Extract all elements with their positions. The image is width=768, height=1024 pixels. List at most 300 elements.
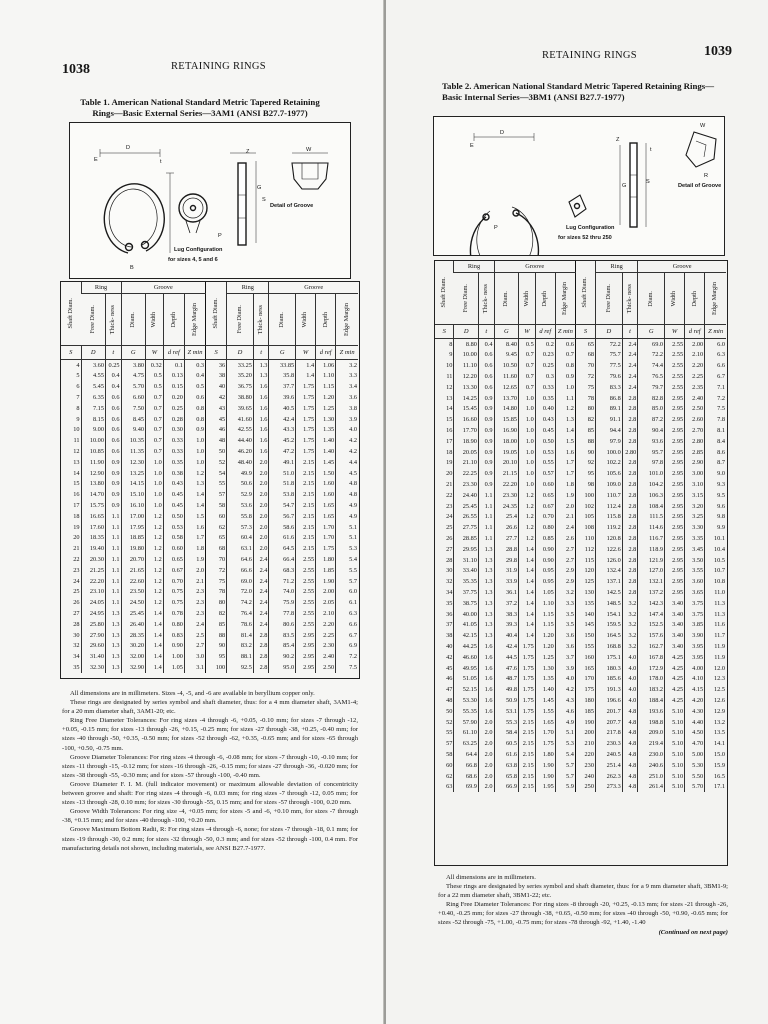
table-cell: 3.45 — [685, 544, 705, 555]
table-cell: 4.0 — [336, 425, 358, 436]
page-number: 1039 — [704, 44, 732, 59]
table-cell: 92.5 — [227, 662, 254, 673]
table-cell: 41.05 — [454, 620, 479, 631]
table-cell: 2.0 — [253, 457, 269, 468]
table-cell: 1.60 — [316, 489, 336, 500]
table-cell: 11.60 — [494, 371, 519, 382]
table-cell: 43 — [206, 403, 227, 414]
table-cell: 5.10 — [665, 771, 685, 782]
table-cell: 61.6 — [494, 749, 519, 760]
table-cell: 130 — [575, 587, 595, 598]
table-cell: 2.8 — [622, 425, 638, 436]
table-row — [435, 771, 726, 782]
table-cell: 2.9 — [555, 566, 575, 577]
table-cell: 19 — [446, 459, 453, 467]
table-cell: 2.8 — [622, 587, 638, 598]
table-cell: 0.6 — [478, 382, 494, 393]
table-cell: 1.0 — [146, 500, 164, 511]
table-cell: 95 — [206, 651, 227, 662]
table-cell: 2.1 — [184, 576, 205, 587]
table-cell: 4.9 — [336, 511, 358, 522]
table-cell: 1.75 — [296, 425, 316, 436]
table-cell: 5.50 — [685, 771, 705, 782]
table-cell: 5.45 — [81, 381, 105, 392]
table-cell: 0.9 — [478, 404, 494, 415]
table-cell: 9.5 — [705, 490, 726, 501]
table-cell: 2.95 — [665, 393, 685, 404]
table-row — [435, 393, 726, 404]
table-cell: 2.95 — [665, 414, 685, 425]
table-cell: 4.4 — [336, 457, 358, 468]
table-cell: 1.4 — [519, 555, 536, 566]
table-cell: 8.7 — [705, 458, 726, 469]
table-cell: 77.5 — [595, 360, 622, 371]
table-cell: 2.95 — [296, 662, 316, 673]
table-cell: 168.8 — [595, 641, 622, 652]
table-cell: 23.30 — [454, 479, 479, 490]
symbol-t: t — [105, 345, 121, 359]
table-cell: 2.15 — [519, 781, 536, 792]
symbol-dref: d ref — [535, 324, 555, 338]
figure-label-S: S — [262, 197, 266, 203]
table-cell: 82 — [206, 608, 227, 619]
table-cell: 183.2 — [638, 684, 665, 695]
table-cell: 2.95 — [665, 479, 685, 490]
table-cell: 54 — [206, 468, 227, 479]
table-cell: 240.6 — [638, 760, 665, 771]
header-thickness: Thick- ness — [105, 293, 121, 345]
table-cell: 3.6 — [336, 392, 358, 403]
table-cell: 8 — [76, 404, 80, 412]
table-cell: 1.6 — [253, 425, 269, 436]
figure-label-G: G — [257, 185, 262, 191]
table-cell: 1.9 — [184, 554, 205, 565]
table-cell: 3.6 — [555, 630, 575, 641]
table-cell: 52.15 — [454, 684, 479, 695]
table-body — [435, 338, 726, 792]
table-cell: 100 — [575, 490, 595, 501]
table-cell: 69.0 — [638, 338, 665, 349]
table-cell: 1.75 — [519, 641, 536, 652]
table-cell: 95.0 — [269, 662, 296, 673]
table-row — [61, 500, 358, 511]
table-cell: 5.1 — [336, 522, 358, 533]
data-table — [61, 282, 358, 673]
table-cell: 74.4 — [638, 360, 665, 371]
table-cell: 1.0 — [146, 457, 164, 468]
figure-label-t: t — [650, 147, 652, 153]
table-cell: 18 — [446, 448, 453, 456]
table-cell: 0.4 — [105, 381, 121, 392]
table-cell: 57 — [206, 489, 227, 500]
table-row — [435, 652, 726, 663]
table-cell: 1.4 — [519, 544, 536, 555]
table-cell: 36.75 — [227, 381, 254, 392]
table-cell: 2.3 — [184, 587, 205, 598]
table-cell: 0.5 — [146, 371, 164, 382]
table-cell: 2.00 — [316, 587, 336, 598]
header-shaft-diam: Shaft Diam. — [206, 282, 227, 345]
table-cell: 5 — [76, 372, 80, 380]
table-row — [435, 522, 726, 533]
table-cell: 1.95 — [535, 781, 555, 792]
table-cell: 180 — [575, 695, 595, 706]
table-cell: 93.6 — [638, 436, 665, 447]
table-cell: 0.2 — [535, 338, 555, 349]
table-cell: 2.7 — [184, 641, 205, 652]
table-cell: 3.2 — [336, 359, 358, 370]
table-cell: 118.9 — [638, 544, 665, 555]
table-cell: 1.35 — [535, 674, 555, 685]
table-cell: 68.6 — [454, 771, 479, 782]
table-cell: 7 — [76, 394, 80, 402]
table-cell: 5.70 — [685, 781, 705, 792]
table-cell: 1.1 — [105, 587, 121, 598]
table-cell: 126.0 — [595, 555, 622, 566]
table-cell: 0.33 — [163, 435, 184, 446]
table-cell: 2.95 — [665, 458, 685, 469]
table-cell: 1.3 — [105, 662, 121, 673]
table-cell: 26 — [446, 535, 453, 543]
table-cell: 2.95 — [296, 641, 316, 652]
table-cell: 1.4 — [184, 489, 205, 500]
lug-configuration-label: Lug Configuration — [566, 225, 615, 231]
table-cell: 42 — [206, 392, 227, 403]
table-cell: 1.45 — [535, 695, 555, 706]
table-cell: 154.1 — [595, 609, 622, 620]
figure-label-P: P — [494, 225, 498, 231]
header-diam: Diam. — [494, 272, 519, 324]
table-cell: 17 — [73, 502, 80, 510]
table-cell: 2.8 — [622, 576, 638, 587]
table-cell: 1.3 — [105, 651, 121, 662]
table-cell: 20 — [446, 470, 453, 478]
table-cell: 2.0 — [478, 771, 494, 782]
table-cell: 16.10 — [121, 500, 145, 511]
table-cell: 0.85 — [535, 533, 555, 544]
table-cell: 1.2 — [519, 522, 536, 533]
table-cell: 1.7 — [555, 468, 575, 479]
table-cell: 6.60 — [121, 392, 145, 403]
table-cell: 4.5 — [336, 468, 358, 479]
table-cell: 35 — [73, 664, 80, 671]
table-row — [435, 727, 726, 738]
table-cell: 196.6 — [595, 695, 622, 706]
table-cell: 251.0 — [638, 771, 665, 782]
table-cell: 2.55 — [665, 338, 685, 349]
table-cell: 33.85 — [269, 359, 296, 370]
table-cell: 2.95 — [665, 522, 685, 533]
table-cell: 1.6 — [253, 403, 269, 414]
table-cell: 1.2 — [184, 468, 205, 479]
table-cell: 9.0 — [705, 468, 726, 479]
table-cell: 1.2 — [519, 533, 536, 544]
table-row — [61, 651, 358, 662]
table-cell: 1.40 — [316, 435, 336, 446]
table-cell: 7.1 — [705, 382, 726, 393]
table-cell: 0.6 — [478, 371, 494, 382]
table-cell: 46 — [446, 675, 453, 683]
table-cell: 88.1 — [227, 651, 254, 662]
figure-label-E: E — [470, 143, 474, 149]
table-cell: 0.60 — [163, 543, 184, 554]
table-cell: 3.3 — [336, 371, 358, 382]
table-cell: 1.5 — [184, 511, 205, 522]
table-cell: 48 — [206, 435, 227, 446]
symbol-Zmin: Z min — [555, 324, 575, 338]
table-cell: 38.3 — [494, 609, 519, 620]
table-cell: 1.3 — [105, 619, 121, 630]
table-cell: 42.55 — [227, 425, 254, 436]
table-cell: 111.5 — [638, 512, 665, 523]
header-free-diam: Free Diam. — [454, 272, 479, 324]
table-cell: 45 — [206, 414, 227, 425]
note: All dimensions are in millimeters. Sizes -4, -5, and -6 are available in beryllium copper only. — [70, 690, 315, 697]
table-cell: 3.55 — [685, 566, 705, 577]
table-cell: 19.05 — [494, 447, 519, 458]
table-cell: 2.15 — [296, 500, 316, 511]
table-cell: 1.45 — [316, 457, 336, 468]
table-cell: 5.00 — [685, 749, 705, 760]
figure-label-G: G — [622, 183, 627, 189]
note: Groove Width Tolerances: For ring size -4, +0.05 mm; for sizes -5 and -6, +0.10 mm, for sizes -7 through -38, +0.15 mm; and for sizes -40 through -100, +0.20 mm. — [62, 808, 358, 825]
table-row — [61, 533, 358, 544]
table-cell: 0.7 — [146, 425, 164, 436]
table-cell: 10 — [73, 426, 80, 434]
continued-note: (Continued on next page) — [658, 928, 728, 936]
table-cell: 3.40 — [665, 609, 685, 620]
table-cell: 24.50 — [121, 597, 145, 608]
table-cell: 1.4 — [146, 630, 164, 641]
table-cell: 4.0 — [622, 652, 638, 663]
table-cell: 2.4 — [184, 619, 205, 630]
table-cell: 68 — [206, 543, 227, 554]
table-cell: 3.40 — [665, 598, 685, 609]
symbol-W: W — [296, 345, 316, 359]
table-cell: 1.2 — [146, 576, 164, 587]
table-cell: 2.8 — [253, 641, 269, 652]
table-cell: 2.95 — [665, 436, 685, 447]
table-row — [435, 576, 726, 587]
table-notes — [438, 873, 728, 937]
table-cell: 1.4 — [519, 566, 536, 577]
table-cell: 1.75 — [519, 684, 536, 695]
table-cell: 1.4 — [519, 630, 536, 641]
table-cell: 2.90 — [685, 458, 705, 469]
table-cell: 112.4 — [595, 501, 622, 512]
table-cell: 2.0 — [253, 468, 269, 479]
table-cell: 12.6 — [705, 695, 726, 706]
table-cell: 4.9 — [555, 717, 575, 728]
table-row — [61, 371, 358, 382]
table-cell: 137.1 — [595, 576, 622, 587]
table-cell: 2.4 — [622, 338, 638, 349]
table-cell: 1.25 — [535, 652, 555, 663]
table-cell: 2.8 — [253, 651, 269, 662]
table-cell: 11.3 — [705, 598, 726, 609]
table-cell: 1.1 — [478, 490, 494, 501]
table-cell: 4.9 — [336, 500, 358, 511]
table-cell: 0.9 — [105, 479, 121, 490]
table-cell: 0.25 — [163, 403, 184, 414]
header-width: Width — [146, 293, 164, 345]
table-cell: 1.75 — [519, 706, 536, 717]
table-cell: 68 — [575, 350, 595, 361]
table-cell: 5.1 — [336, 533, 358, 544]
table-cell: 9.45 — [494, 350, 519, 361]
table-cell: 2.4 — [622, 350, 638, 361]
table-cell: 98 — [575, 479, 595, 490]
table-cell: 2.0 — [478, 749, 494, 760]
table-cell: 1.75 — [296, 403, 316, 414]
table-cell: 100.0 — [595, 447, 622, 458]
table-cell: 41.60 — [227, 414, 254, 425]
table-cell: 13.2 — [705, 717, 726, 728]
table-cell: 30.20 — [121, 641, 145, 652]
header-groove: Groove — [494, 261, 575, 272]
table-cell: 1.1 — [478, 501, 494, 512]
table-cell: 1.4 — [519, 598, 536, 609]
table-cell: 36.1 — [494, 587, 519, 598]
lug-configuration-label: Lug Configuration — [174, 247, 223, 253]
table-cell: 1.75 — [296, 435, 316, 446]
table-cell: 3.2 — [622, 630, 638, 641]
table-cell: 42.4 — [269, 414, 296, 425]
table-cell: 75 — [206, 576, 227, 587]
table-cell: 46.20 — [227, 446, 254, 457]
table-cell: 85.0 — [638, 404, 665, 415]
table-row — [61, 435, 358, 446]
table-cell: 4.40 — [685, 717, 705, 728]
table-cell: 2.8 — [622, 512, 638, 523]
table-cell: 2.15 — [519, 738, 536, 749]
table-cell: 72.2 — [595, 338, 622, 349]
table-cell: 22 — [446, 491, 453, 499]
table-cell: 16.65 — [81, 511, 105, 522]
symbol-dref: d ref — [316, 345, 336, 359]
table-cell: 1.3 — [478, 620, 494, 631]
table-cell: 2.0 — [253, 479, 269, 490]
table-cell: 180.3 — [595, 663, 622, 674]
table-cell: 1.4 — [146, 608, 164, 619]
table-cell: 2.15 — [519, 717, 536, 728]
table-cell: 3.8 — [336, 403, 358, 414]
table-cell: 25 — [73, 588, 80, 596]
table-cell: 2.0 — [478, 760, 494, 771]
table-cell: 1.1 — [478, 512, 494, 523]
table-cell: 0.90 — [163, 641, 184, 652]
table-cell: 0.6 — [105, 403, 121, 414]
symbol-G: G — [269, 345, 296, 359]
table-cell: 2.00 — [685, 338, 705, 349]
table-cell: 0.5 — [519, 338, 536, 349]
table-row — [61, 414, 358, 425]
table-cell: 2.80 — [685, 436, 705, 447]
table-cell: 1.4 — [184, 500, 205, 511]
table-cell: 70 — [206, 554, 227, 565]
table-cell: 198.8 — [638, 717, 665, 728]
header-depth: Depth — [163, 293, 184, 345]
table-cell: 21.10 — [454, 458, 479, 469]
table-cell: 37 — [446, 621, 453, 629]
table-cell: 83.5 — [269, 630, 296, 641]
table-cell: 22 — [73, 556, 80, 564]
table-cell: 3.2 — [622, 609, 638, 620]
table-cell: 27 — [73, 610, 80, 618]
table-cell: 97.8 — [638, 458, 665, 469]
table-cell: 43.3 — [269, 425, 296, 436]
table-cell: 1.0 — [146, 479, 164, 490]
table-cell: 2.8 — [622, 414, 638, 425]
table-cell: 13.80 — [81, 479, 105, 490]
table-cell: 1.3 — [253, 359, 269, 370]
table-cell: 2.25 — [685, 371, 705, 382]
table-cell: 2.85 — [685, 447, 705, 458]
table-notes — [62, 689, 358, 853]
table-cell: 2.0 — [253, 489, 269, 500]
table-cell: 63 — [446, 783, 453, 791]
table-cell: 2.15 — [296, 479, 316, 490]
table-cell: 4.25 — [665, 663, 685, 674]
table-cell: 2.4 — [253, 619, 269, 630]
table-cell: 121.9 — [638, 555, 665, 566]
table-cell: 40.00 — [454, 609, 479, 620]
table-cell: 7.5 — [705, 404, 726, 415]
table-row — [61, 608, 358, 619]
table-row — [61, 619, 358, 630]
table-cell: 0.50 — [163, 511, 184, 522]
symbol-G: G — [638, 324, 665, 338]
table-cell: 0.90 — [535, 544, 555, 555]
table-cell: 165 — [575, 663, 595, 674]
table-cell: 4.8 — [622, 771, 638, 782]
table-cell: 72 — [575, 371, 595, 382]
table-cell: 0.7 — [555, 350, 575, 361]
table-cell: 1.0 — [519, 414, 536, 425]
table-cell: 2.05 — [316, 597, 336, 608]
table-cell: 1.3 — [478, 598, 494, 609]
header-groove: Groove — [638, 261, 726, 272]
table-cell: 85 — [575, 425, 595, 436]
table-cell: 105 — [575, 512, 595, 523]
table-row — [61, 403, 358, 414]
table-cell: 1.0 — [519, 447, 536, 458]
table-cell: 1.3 — [105, 641, 121, 652]
table-cell: 60.5 — [494, 738, 519, 749]
table-cell: 0.9 — [478, 414, 494, 425]
header-thickness: Thick- ness — [253, 293, 269, 345]
table-cell: 1.2 — [146, 565, 164, 576]
table-cell: 110 — [575, 533, 595, 544]
header-shaft-diam: Shaft Diam. — [61, 282, 81, 345]
table-cell: 1.5 — [555, 436, 575, 447]
table-cell: 5.7 — [336, 576, 358, 587]
table-cell: 1.3 — [555, 414, 575, 425]
table-cell: 1.0 — [146, 468, 164, 479]
table-cell: 2.4 — [622, 371, 638, 382]
table-cell: 19 — [73, 523, 80, 531]
table-row — [435, 587, 726, 598]
table-cell: 4.0 — [622, 684, 638, 695]
table-cell: 90.4 — [638, 425, 665, 436]
table-cell: 6 — [76, 383, 80, 391]
table-cell: 89.1 — [595, 404, 622, 415]
table-cell: 0.5 — [184, 381, 205, 392]
symbol-D: D — [227, 345, 254, 359]
table-cell: 1.3 — [478, 544, 494, 555]
table-cell: 1.6 — [253, 414, 269, 425]
table-cell: 50 — [206, 446, 227, 457]
